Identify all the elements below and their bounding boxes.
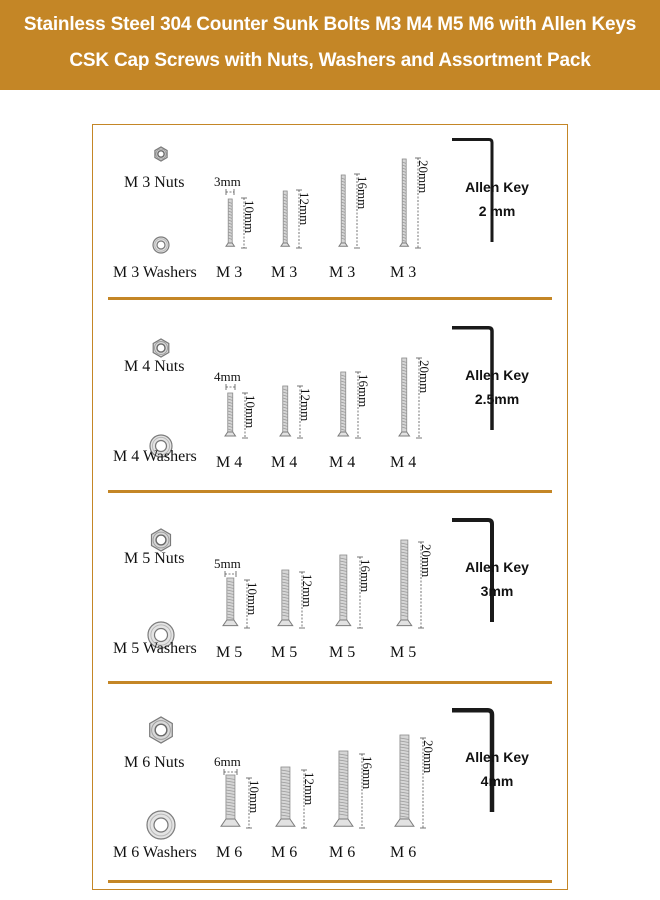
nuts-label: M 4 Nuts (124, 358, 185, 375)
length-label: 16mm (356, 374, 371, 408)
flat-washer-icon (151, 235, 171, 255)
length-label: 20mm (419, 544, 434, 578)
length-label: 16mm (358, 559, 373, 593)
bolt-size-label: M 4 (216, 454, 243, 471)
bolt-size-label: M 6 (271, 844, 298, 861)
length-label: 10mm (247, 780, 262, 814)
bolt-size-label: M 3 (216, 264, 243, 281)
bolt-size-label: M 4 (329, 454, 356, 471)
diameter-label: 4mm (214, 369, 241, 384)
countersunk-bolt-icon (398, 157, 410, 248)
countersunk-bolt-icon (393, 733, 416, 828)
length-label: 12mm (300, 574, 315, 608)
length-label: 10mm (243, 395, 258, 429)
bolt-size-label: M 5 (390, 644, 417, 661)
bolt-size-label: M 6 (390, 844, 417, 861)
allen-key-title: Allen Key (465, 179, 529, 195)
countersunk-bolt-icon (274, 765, 297, 828)
allen-key-size: 2 mm (478, 203, 516, 219)
nuts-label: M 3 Nuts (124, 174, 185, 191)
diameter-label: 6mm (214, 754, 241, 769)
washers-label: M 3 Washers (113, 264, 197, 281)
allen-key-size: 2.5mm (474, 391, 520, 407)
bolt-size-label: M 5 (216, 644, 243, 661)
allen-key-title: Allen Key (465, 559, 529, 575)
hex-nut-icon (146, 715, 176, 745)
section-divider (108, 681, 552, 684)
bolt-size-label: M 5 (271, 644, 298, 661)
bolt-size-label: M 5 (329, 644, 356, 661)
section-divider (108, 490, 552, 493)
nuts-label: M 6 Nuts (124, 754, 185, 771)
allen-key-size: 3mm (480, 583, 514, 599)
countersunk-bolt-icon (395, 538, 414, 628)
title-banner (0, 0, 660, 90)
length-label: 20mm (416, 160, 431, 194)
allen-key-title: Allen Key (465, 367, 529, 383)
length-label: 12mm (298, 388, 313, 422)
flat-washer-icon (145, 809, 177, 841)
countersunk-bolt-icon (332, 749, 355, 828)
hex-nut-icon (150, 337, 172, 359)
length-label: 12mm (302, 772, 317, 806)
length-label: 16mm (360, 756, 375, 790)
washers-label: M 5 Washers (113, 640, 197, 657)
length-label: 20mm (417, 360, 432, 394)
diameter-label: 5mm (214, 556, 241, 571)
countersunk-bolt-icon (223, 391, 238, 438)
countersunk-bolt-icon (334, 553, 353, 628)
title-line-2: CSK Cap Screws with Nuts, Washers and Assortment Pack (69, 50, 591, 71)
bolt-size-label: M 3 (329, 264, 356, 281)
length-label: 10mm (242, 200, 257, 234)
length-label: 20mm (421, 740, 436, 774)
bolt-size-label: M 4 (390, 454, 417, 471)
section-divider (108, 297, 552, 300)
length-label: 16mm (355, 176, 370, 210)
bolt-size-label: M 6 (329, 844, 356, 861)
countersunk-bolt-icon (276, 568, 295, 628)
bolt-size-label: M 3 (390, 264, 417, 281)
countersunk-bolt-icon (337, 173, 349, 248)
bolt-size-label: M 6 (216, 844, 243, 861)
washers-label: M 4 Washers (113, 448, 197, 465)
allen-key-title: Allen Key (465, 749, 529, 765)
length-label: 10mm (245, 582, 260, 616)
countersunk-bolt-icon (219, 773, 242, 828)
countersunk-bolt-icon (221, 576, 240, 628)
allen-key-size: 4mm (480, 773, 514, 789)
section-divider (108, 880, 552, 883)
countersunk-bolt-icon (279, 189, 291, 248)
countersunk-bolt-icon (397, 356, 412, 438)
diameter-label: 3mm (214, 174, 241, 189)
hex-nut-icon (152, 145, 170, 163)
countersunk-bolt-icon (336, 370, 351, 438)
title-line-1: Stainless Steel 304 Counter Sunk Bolts M3 M4 M5 M6 with Allen Keys (23, 14, 637, 35)
length-label: 12mm (297, 192, 312, 226)
washers-label: M 6 Washers (113, 844, 197, 861)
bolt-size-label: M 4 (271, 454, 298, 471)
countersunk-bolt-icon (278, 384, 293, 438)
bolt-size-label: M 3 (271, 264, 298, 281)
nuts-label: M 5 Nuts (124, 550, 185, 567)
countersunk-bolt-icon (224, 197, 236, 248)
